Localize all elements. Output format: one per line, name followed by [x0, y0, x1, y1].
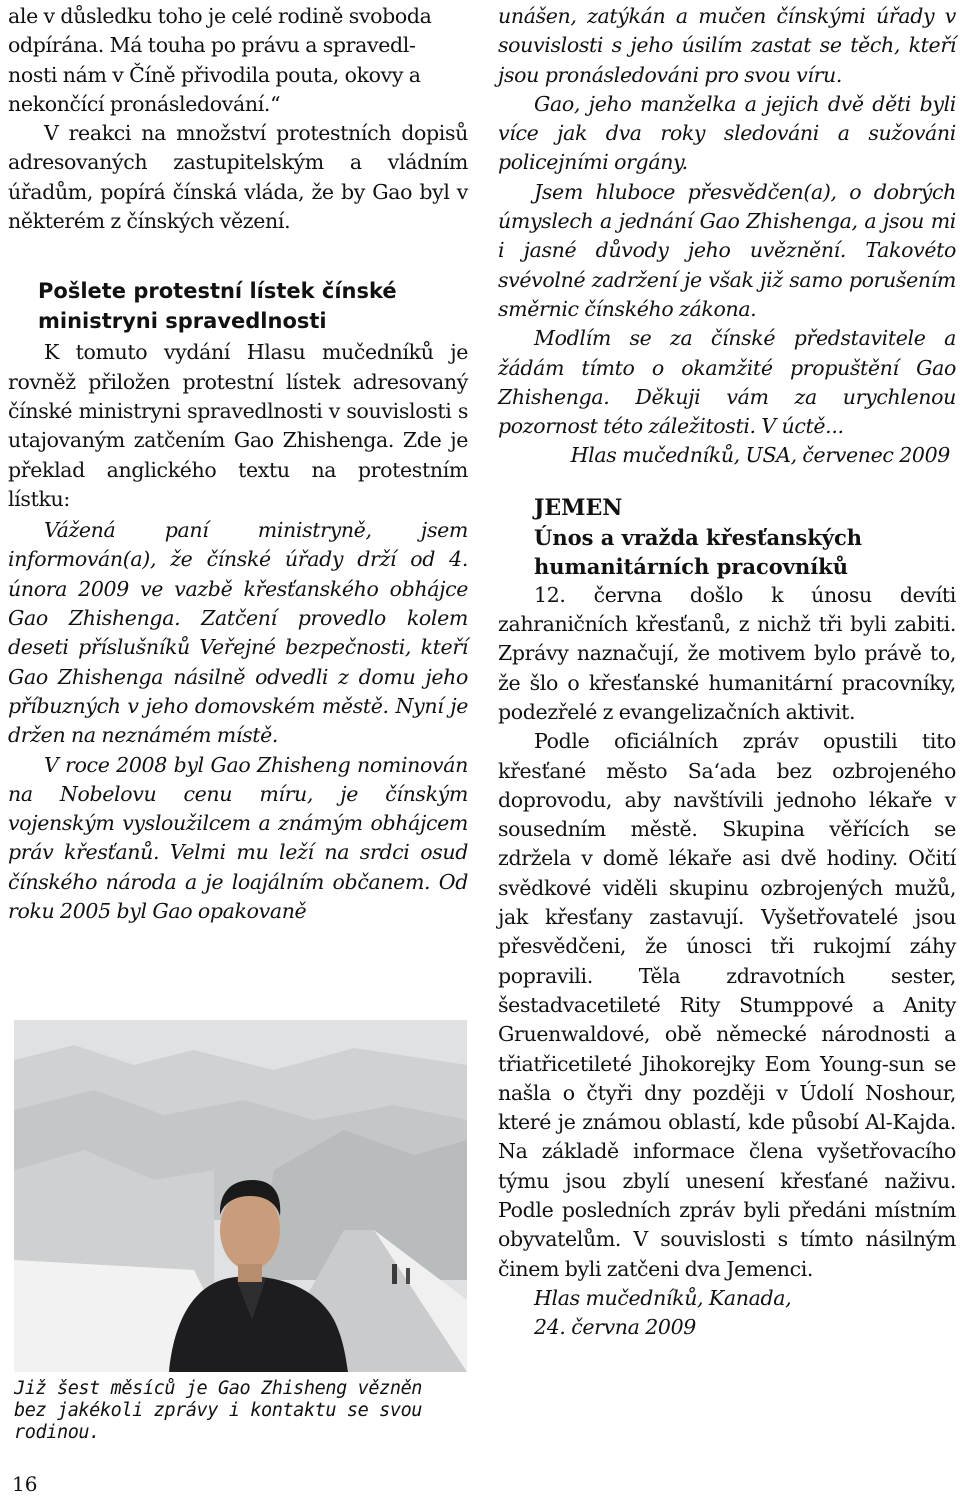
protest-letter-paragraph-6: Modlím se za čínské představitele a žádám tímto o okamžité propuštění Gao Zhishenga. Děkuji vám za urychlenou pozornost této záležitosti. V úctě...	[498, 326, 956, 439]
text-line: ale v důsledku toho je celé rodině svoboda	[8, 4, 432, 28]
text-line: nosti nám v Číně přivodila pouta, okovy a	[8, 62, 421, 87]
photo-illustration	[14, 1020, 467, 1372]
protest-letter-paragraph-1: Vážená paní ministryně, jsem informován(a), že čínské úřady drží od 4. února 2009 ve vazbě křesťanského obhájce Gao Zhishenga. Zatčení provedlo kolem deseti příslušníků Veřejné bezpečnosti, kteří Gao Zhishenga násilně odvedli z domu jeho příbuzných v jeho domovském městě. Nyní je držen na neznámém místě.	[8, 518, 468, 748]
photo-gao-zhisheng	[14, 1020, 467, 1372]
yemen-paragraph-1: 12. června došlo k únosu devíti zahraničních křesťanů, z nichž tři byli zabiti. Zprávy naznačují, že motivem bylo právě to, že šlo o křesťanské humanitární pracovníky, podezřelé z evangelizačních aktivit.	[498, 582, 956, 724]
photo-caption: Již šest měsíců je Gao Zhisheng vězněn bez jakékoli zprávy i kontaktu se svou rodinou.	[14, 1378, 423, 1443]
left-column	[8, 0, 468, 926]
text-line: nekončící pronásledování.“	[8, 91, 281, 116]
protest-letter-paragraph-5: Jsem hluboce přesvědčen(a), o dobrých úmyslech a jednání Gao Zhishenga, a jsou mi i jasné důvody jeho uvěznění. Takovéto svévolné zadržení je však již samo porušením směrnic čínského zákona.	[498, 179, 956, 321]
right-column	[498, 0, 956, 1342]
page-number: 16	[12, 1472, 38, 1496]
left-paragraph-3: K tomuto vydání Hlasu mučedníků je rovněž přiložen protestní lístek adresovaný čínské ministryni spravedlnosti v souvislosti s utajovaným zatčením Gao Zhishenga. Zde je překlad anglického textu na protestním lístku:	[8, 340, 468, 511]
protest-letter-paragraph-3: unášen, zatýkán a mučen čínskými úřady v souvislosti s jeho úsilím zastat se těch, kteří jsou pronásledováni pro svou víru.	[498, 4, 956, 87]
protest-letter-paragraph-4: Gao, jeho manželka a jejich dvě děti byli více jak dva roky sledováni a sužováni policejními orgány.	[498, 91, 956, 175]
signature-date: 24. června 2009	[534, 1315, 696, 1340]
left-paragraph-2: V reakci na množství protestních dopisů adresovaných zastupitelským a vládním úřadům, popírá čínská vláda, že by Gao byl v některém z čínských vězení.	[8, 121, 468, 234]
signature-canada: Hlas mučedníků, Kanada,	[534, 1285, 792, 1310]
section-heading-protest: Pošlete protestní lístek čínské ministryni spravedlnosti	[38, 279, 397, 334]
yemen-paragraph-2: Podle oficiálních zpráv opustili tito křesťané město Sa‘ada bez ozbrojeného doprovodu, aby navštívili jednoho lékaře v sousedním městě. Skupina věřících se zdržela v domě lékaře asi dvě hodiny. Očití svědkové viděli skupinu ozbrojených mužů, jak křesťany zastavují. Vyšetřovatelé jsou přesvědčeni, že únosci tři rukojmí záhy popravili. Těla zdravotních sester, šestadvacetileté Rity Stumppové a Anity Gruenwaldové, obě německé národnosti a třiatřicetileté Jihokorejky Eom Young-sun se našla o čtyři dny později v Údolí Noshour, které je známou oblastí, kde působí Al-Kajda. Na základě informace člena vyšetřovacího týmu jsou zbylí unesení křesťané naživu. Podle posledních zpráv byli předáni místním obyvatelům. V souvislosti s tímto násilným činem byli zatčeni dva Jemenci.	[498, 729, 956, 1281]
left-paragraph-1	[8, 2, 468, 119]
section-heading-yemen: Únos a vražda křesťanských humanitárních pracovníků	[534, 524, 863, 579]
country-heading: JEMEN	[534, 494, 623, 521]
text-line: odpírána. Má touha po právu a spravedl-	[8, 33, 416, 58]
signature-usa: Hlas mučedníků, USA, červenec 2009	[570, 443, 950, 468]
protest-letter-paragraph-2: V roce 2008 byl Gao Zhisheng nominován na Nobelovu cenu míru, je čínským vojenským vysloužilcem a známým obhájcem práv křesťanů. Velmi mu leží na srdci osud čínského národa a je loajálním občanem. Od roku 2005 byl Gao opakovaně	[8, 752, 468, 924]
